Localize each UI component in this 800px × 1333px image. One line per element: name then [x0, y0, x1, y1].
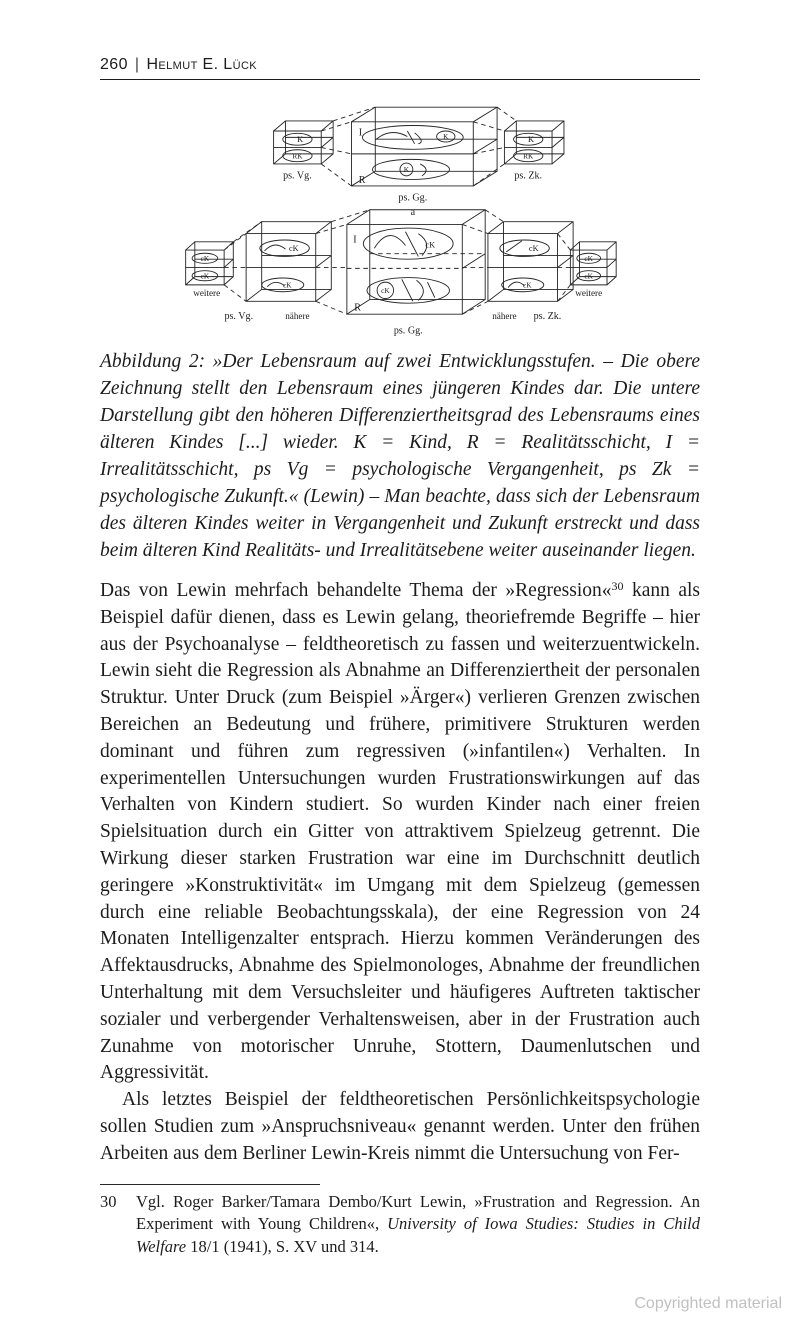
diagram-label-ck: cK	[381, 286, 390, 296]
diagram-label-ps-gg: ps. Gg.	[398, 192, 428, 204]
diagram-label-ck: cK	[283, 280, 292, 290]
diagram-label-ck: cK	[200, 254, 210, 264]
lewin-lifespace-diagram	[182, 96, 618, 340]
diagram-label-a: a	[410, 207, 416, 219]
top-center-box	[351, 107, 497, 186]
page-number: 260	[100, 56, 128, 73]
diagram-label-ps-gg: ps. Gg.	[393, 325, 423, 337]
footnote-text-part: Vgl. Roger Barker/Tamara Dembo/Kurt Lewin, »Frustration and Regression. An Experiment with Young Children«,	[136, 1191, 700, 1234]
diagram-label-ps-zk: ps. Zk.	[514, 170, 543, 182]
diagram-label-weitere-right: weitere	[575, 287, 603, 298]
bottom-dashed-connectors	[224, 210, 570, 314]
footnote-journal-title: University of Iowa Studies: Studies in Child Welfare	[136, 1214, 700, 1256]
diagram-label-k: K	[297, 134, 304, 144]
header-rule	[100, 79, 700, 80]
top-left-box	[274, 121, 334, 164]
running-header	[100, 56, 700, 74]
diagram-label-rk: RK	[292, 151, 303, 161]
figure-caption	[100, 348, 700, 564]
diagram-label-k: K	[528, 134, 534, 144]
paragraph-anspruchsniveau	[100, 1087, 700, 1167]
diagram-label-reality: R	[358, 175, 366, 187]
diagram-label-k: K	[443, 132, 449, 142]
diagram-label-weitere-left: weitere	[193, 287, 221, 298]
diagram-label-irreality: I	[358, 127, 363, 139]
diagram-label-naehere-right: nähere	[492, 310, 517, 321]
figure-lebensraum	[182, 96, 618, 340]
header-author: Helmut E. Lück	[146, 56, 258, 73]
paragraph-text: Das von Lewin mehrfach behandelte Thema der »Regression«	[100, 580, 612, 601]
diagram-label-ck: cK	[523, 280, 532, 290]
diagram-label-ck: cK	[200, 271, 210, 281]
diagram-label-rk: RK	[523, 151, 534, 161]
paragraph-text: Als letztes Beispiel der feldtheoretischen Persönlichkeitspsychologie sollen Studien zum »Anspruchsniveau« genannt werden. Unter den frühen Arbeiten aus dem Berliner Lewin-Kreis nimmt die Untersuchung von Fer-	[100, 1089, 700, 1164]
diagram-label-naehere-left: nähere	[285, 310, 310, 321]
bottom-diagram	[186, 210, 617, 337]
diagram-label-ck: cK	[584, 254, 593, 264]
footnote-text	[136, 1192, 700, 1256]
bottom-right-mid-box	[488, 222, 573, 302]
top-right-box	[504, 121, 564, 164]
diagram-label-ck: cK	[584, 271, 593, 281]
footnote-text-part: 18/1 (1941), S. XV und 314.	[186, 1236, 379, 1256]
diagram-label-irreality: I	[353, 234, 357, 246]
diagram-label-ck: cK	[425, 240, 436, 250]
caption-text: Abbildung 2: »Der Lebensraum auf zwei Entwicklungsstufen. – Die obere Zeichnung stellt den Lebensraum eines jüngeren Kindes dar. Die untere Darstellung gibt den höheren Differenziertheitsgrad des Lebensraums eines älteren Kindes [...] wieder. K = Kind, R = Realitätsschicht, I = Irrealitätsschicht, ps Vg = psychologische Vergangenheit, ps Zk = psychologische Zukunft.« (Lewin) – Man beachte, dass sich der Lebensraum des älteren Kindes weiter in Vergangenheit und Zukunft erstreckt und dass beim älteren Kind Realitäts- und Irrealitätsebene weiter auseinander liegen.	[100, 351, 700, 561]
header-separator: |	[134, 56, 140, 73]
diagram-label-ck: cK	[288, 243, 299, 253]
copyright-watermark: Copyrighted material	[634, 1295, 782, 1312]
diagram-label-ps-vg: ps. Vg.	[224, 310, 254, 322]
paragraph-regression	[100, 578, 700, 1087]
bottom-left-mid-box	[246, 222, 331, 302]
footnote-rule	[100, 1184, 320, 1185]
footnote-number: 30	[100, 1191, 117, 1211]
diagram-label-reality: R	[354, 302, 361, 314]
footnote-reference-30: 30	[611, 579, 624, 593]
footnote-30	[100, 1191, 700, 1259]
diagram-label-ck: cK	[528, 243, 539, 253]
top-diagram	[274, 107, 564, 218]
top-dashed-connectors	[321, 107, 516, 186]
diagram-label-ps-vg: ps. Vg.	[283, 170, 312, 182]
paragraph-text: kann als Beispiel dafür dienen, dass es Lewin gelang, theoriefremde Begriffe – hier aus der Psychoanalyse – feldtheoretisch zu fassen und weiterzuentwickeln. Lewin sieht die Regression als Abnahme an Differenziertheit der personalen Struktur. Unter Druck (zum Beispiel »Ärger«) verlieren Grenzen zwischen Bereichen an Bedeutung und frühere, primitivere Strukturen werden dominant und führen zum regressiven (»infantilen«) Verhalten. In experimentellen Untersuchungen wurden Frustrationswirkungen auf das Verhalten von Kindern studiert. So wurden Kinder nach einer freien Spielsituation durch ein Gitter von attraktivem Spielzeug getrennt. Die Wirkung dieser starken Frustration war eine im Durchschnitt deutlich geringere »Konstruktivität« im Umgang mit dem Spielzeug (gemessen durch eine reliable Beobachtungsskala), der eine Regression von 24 Monaten Intelligenzalter entsprach. Hierzu kommen Veränderungen des Affektausdrucks, Abnahme des Spielmonologes, Abnahme der freundlichen Unterhaltung mit dem Versuchsleiter und häufigeres Auftreten taktischer sozialer und verbergender Verhaltensweisen, aber in der Frustration auch Zunahme von motorischer Unruhe, Stottern, Daumenlutschen und Aggressivität.	[100, 580, 700, 1084]
bottom-far-right-box	[570, 242, 616, 285]
diagram-label-ps-zk: ps. Zk.	[533, 310, 562, 322]
diagram-label-k: K	[403, 165, 410, 175]
